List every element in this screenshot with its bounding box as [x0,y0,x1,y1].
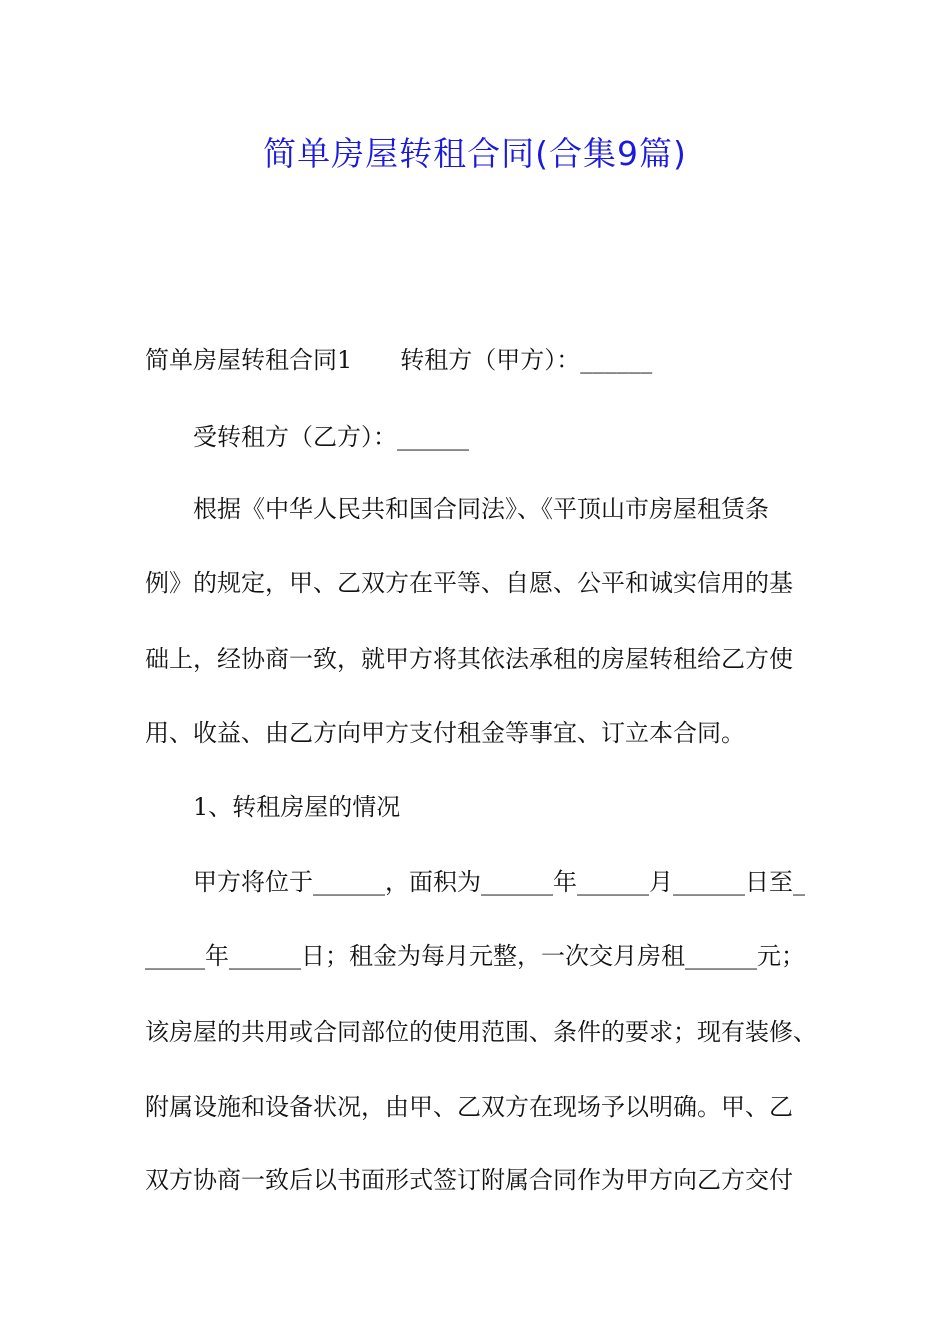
contract-heading: 简单房屋转租合同1 [145,346,353,374]
paragraph-line: 础上，经协商一致，就甲方将其依法承租的房屋转租给乙方使 [145,645,793,673]
paragraph-line: 双方协商一致后以书面形式签订附属合同作为甲方向乙方交付 [145,1166,793,1194]
paragraph-line: 根据《中华人民共和国合同法》、《平顶山市房屋租赁条 [193,495,769,523]
party-a-field: 转租方（甲方）：______ [400,346,653,374]
document-title: 简单房屋转租合同(合集9篇) [263,134,687,173]
paragraph-line: 甲方将位于______，面积为______年______月______日至_ [193,868,805,896]
paragraph-line: _____年______日；租金为每月元整，一次交月房租______元； [145,942,805,970]
paragraph-line: 例》的规定，甲、乙双方在平等、自愿、公平和诚实信用的基 [145,569,793,597]
paragraph-line: 用、收益、由乙方向甲方支付租金等事宜、订立本合同。 [145,719,745,747]
party-b-field: 受转租方（乙方）：______ [193,423,469,451]
paragraph-line: 附属设施和设备状况，由甲、乙双方在现场予以明确。甲、乙 [145,1093,793,1121]
paragraph-line: 该房屋的共用或合同部位的使用范围、条件的要求；现有装修、 [145,1018,817,1046]
section-heading: 1、转租房屋的情况 [193,793,401,821]
contract-heading-line [145,345,652,375]
